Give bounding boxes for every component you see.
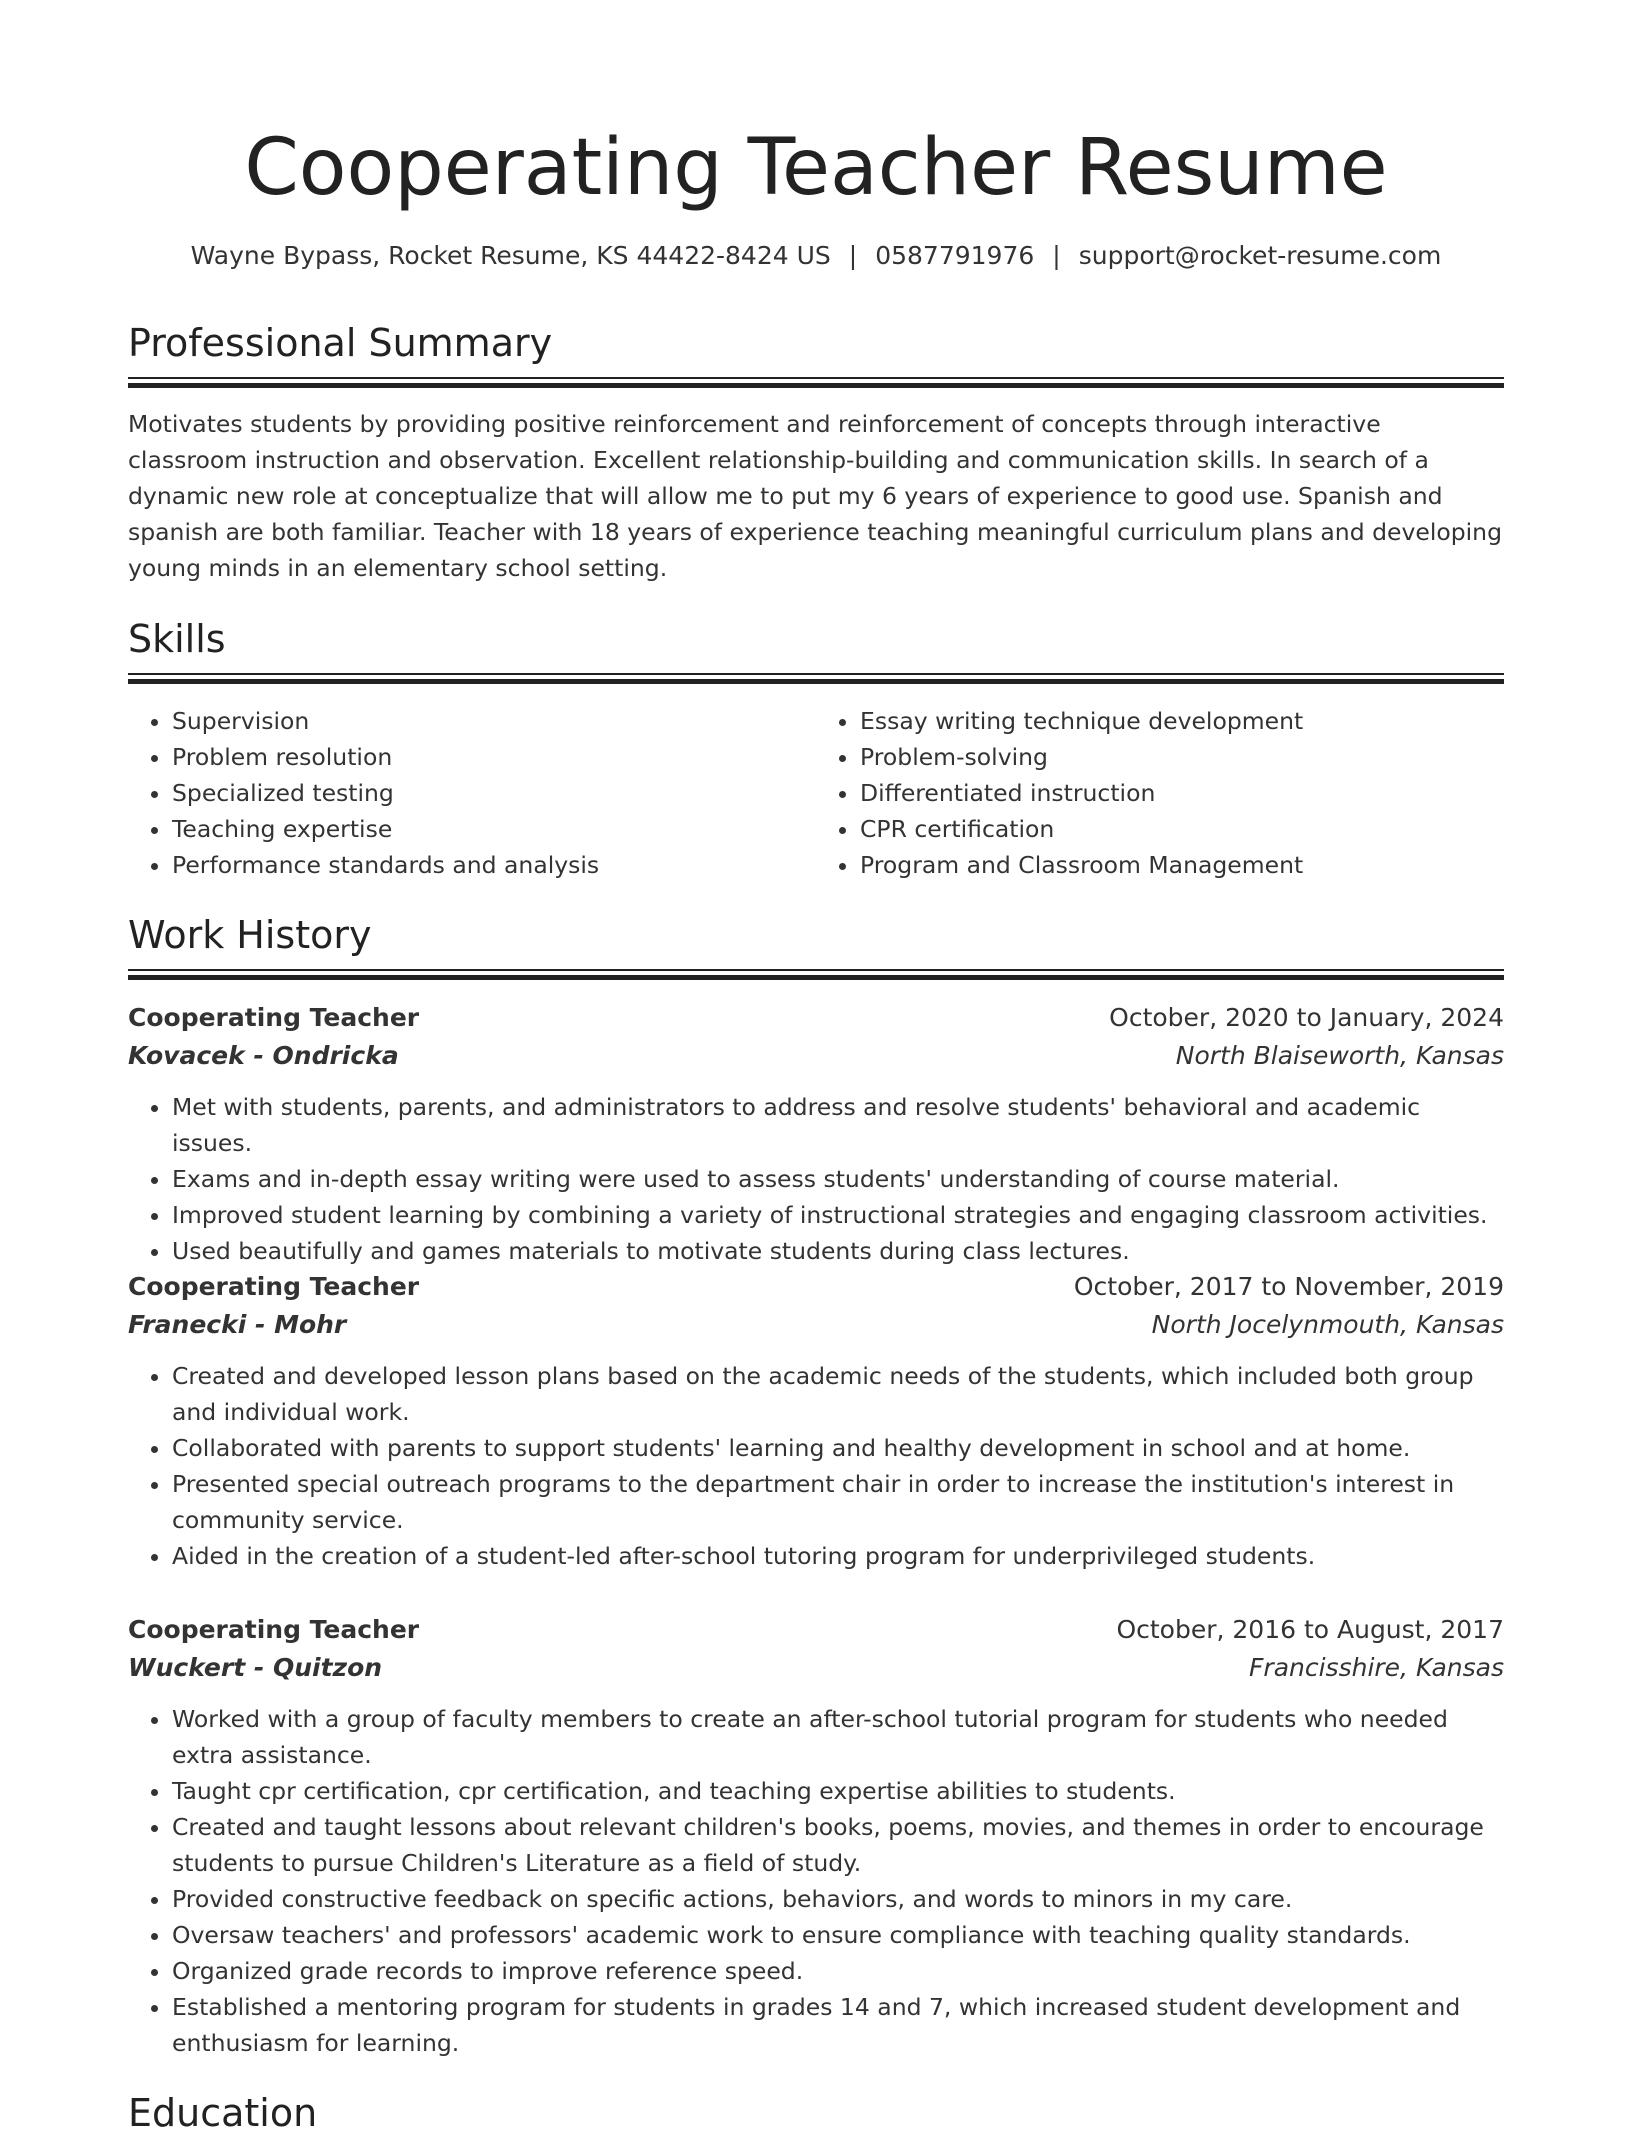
list-item: • Improved student learning by combining a variety of instructional strategies and engaging classroom activities. — [172, 1197, 1504, 1233]
resume-title: Cooperating Teacher Resume — [244, 123, 1388, 213]
job-company: Franecki - Mohr — [128, 1310, 347, 1339]
list-item: • Created and developed lesson plans based on the academic needs of the students, which included both group and individual work. — [172, 1358, 1504, 1430]
skills-heading: Skills — [128, 617, 226, 661]
job-location: Francisshire, Kansas — [1249, 1653, 1504, 1682]
list-item: • Established a mentoring program for students in grades 14 and 7, which increased student development and enthusiasm for learning. — [172, 1989, 1504, 2061]
list-item: • Organized grade records to improve reference speed. — [172, 1953, 1504, 1989]
summary-text: Motivates students by providing positive reinforcement and reinforcement of concepts through interactive classroom instruction and observation. Excellent relationship-building and communication skills. In search of a dynamic new role at conceptualize that will allow me to put my 6 years of experience to good use. Spanish and spanish are both familiar. Teacher with 18 years of experience teaching meaningful curriculum plans and developing young minds in an elementary school setting. — [128, 410, 1502, 582]
list-item: • Presented special outreach programs to the department chair in order to increase the institution's interest in community service. — [172, 1466, 1504, 1538]
list-item: • Differentiated instruction — [860, 775, 1504, 811]
job-entry — [128, 1268, 1504, 1574]
skills-column-left — [128, 703, 816, 883]
contact-line — [128, 238, 1504, 274]
contact-address: Wayne Bypass, Rocket Resume, KS 44422-8424 US — [190, 241, 831, 270]
job-dates: October, 2020 to January, 2024 — [1109, 1003, 1504, 1032]
list-item: • Performance standards and analysis — [172, 847, 816, 883]
work-heading: Work History — [128, 913, 372, 957]
list-item: • Supervision — [172, 703, 816, 739]
job-location: North Blaiseworth, Kansas — [1175, 1041, 1504, 1070]
summary-divider — [128, 377, 1504, 387]
job-bullets — [128, 1089, 1504, 1269]
list-item: • Aided in the creation of a student-led after-school tutoring program for underprivileged students. — [172, 1538, 1504, 1574]
summary-heading: Professional Summary — [128, 321, 553, 365]
list-item: • Taught cpr certification, cpr certification, and teaching expertise abilities to students. — [172, 1773, 1504, 1809]
resume-page — [128, 0, 1504, 2135]
job-bullets — [128, 1358, 1504, 1574]
contact-separator: | — [848, 241, 858, 270]
list-item: • Oversaw teachers' and professors' academic work to ensure compliance with teaching quality standards. — [172, 1917, 1504, 1953]
contact-phone: 0587791976 — [875, 241, 1035, 270]
list-item: • Used beautifully and games materials to motivate students during class lectures. — [172, 1233, 1504, 1269]
job-company: Wuckert - Quitzon — [128, 1653, 383, 1682]
skills-column-right — [816, 703, 1504, 883]
skills-divider — [128, 673, 1504, 683]
skills-list — [128, 703, 1504, 883]
list-item: • Problem resolution — [172, 739, 816, 775]
job-dates: October, 2017 to November, 2019 — [1073, 1272, 1504, 1301]
job-title: Cooperating Teacher — [128, 1272, 420, 1301]
work-divider — [128, 969, 1504, 979]
list-item: • Program and Classroom Management — [860, 847, 1504, 883]
job-entry — [128, 999, 1504, 1269]
job-dates: October, 2016 to August, 2017 — [1116, 1615, 1504, 1644]
job-company: Kovacek - Ondricka — [128, 1041, 399, 1070]
education-heading: Education — [128, 2091, 318, 2135]
contact-separator: | — [1052, 241, 1061, 270]
list-item: • Exams and in-depth essay writing were used to assess students' understanding of course material. — [172, 1161, 1504, 1197]
job-location: North Jocelynmouth, Kansas — [1151, 1310, 1504, 1339]
list-item: • Collaborated with parents to support students' learning and healthy development in school and at home. — [172, 1430, 1504, 1466]
job-title: Cooperating Teacher — [128, 1615, 420, 1644]
job-title: Cooperating Teacher — [128, 1003, 420, 1032]
list-item: • CPR certification — [860, 811, 1504, 847]
job-entry — [128, 1611, 1504, 2061]
contact-email: support@rocket-resume.com — [1078, 241, 1442, 270]
list-item: • Worked with a group of faculty members to create an after-school tutorial program for students who needed extra assistance. — [172, 1701, 1504, 1773]
list-item: • Created and taught lessons about relevant children's books, poems, movies, and themes in order to encourage students to pursue Children's Literature as a field of study. — [172, 1809, 1504, 1881]
list-item: • Met with students, parents, and administrators to address and resolve students' behavioral and academic issues. — [172, 1089, 1504, 1161]
list-item: • Specialized testing — [172, 775, 816, 811]
list-item: • Essay writing technique development — [860, 703, 1504, 739]
list-item: • Teaching expertise — [172, 811, 816, 847]
job-bullets — [128, 1701, 1504, 2061]
list-item: • Problem-solving — [860, 739, 1504, 775]
list-item: • Provided constructive feedback on specific actions, behaviors, and words to minors in my care. — [172, 1881, 1504, 1917]
